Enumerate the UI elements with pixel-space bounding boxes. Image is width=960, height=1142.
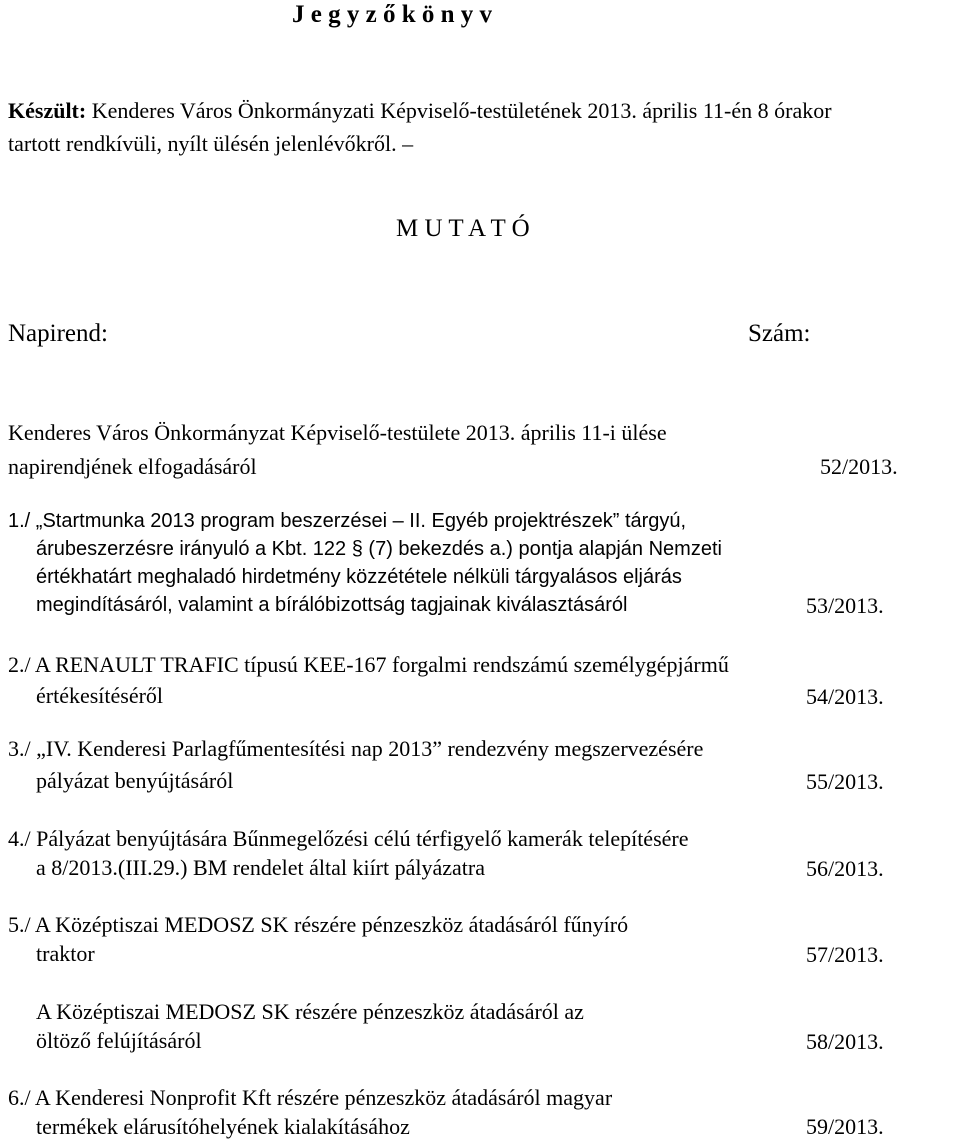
resolution-number: 58/2013. (806, 1029, 884, 1054)
agenda-item-line: traktor (36, 941, 95, 966)
agenda-item-line: 5./ A Középtiszai MEDOSZ SK részére pénzeszköz átadásáról fűnyíró (8, 912, 629, 937)
agenda-item-line: 4./ Pályázat benyújtására Bűnmegelőzési célú térfigyelő kamerák telepítésére (8, 826, 689, 851)
agenda-item-line: Kenderes Város Önkormányzat Képviselő-testülete 2013. április 11-i ülése (8, 420, 667, 445)
intro-label: Készült: (8, 98, 87, 123)
resolution-number: 54/2013. (806, 684, 884, 709)
agenda-item-line: 3./ „IV. Kenderesi Parlagfűmentesítési nap 2013” rendezvény megszervezésére (8, 736, 704, 761)
agenda-item-line: 1./ „Startmunka 2013 program beszerzései – II. Egyéb projektrészek” tárgyú, (8, 510, 687, 532)
document-title: J e g y z ő k ö n y v (292, 1, 492, 28)
agenda-item-line: megindításáról, valamint a bírálóbizottság tagjainak kiválasztásáról (36, 594, 628, 616)
agenda-item-line: öltöző felújításáról (36, 1028, 202, 1053)
intro-line-1 (8, 98, 832, 124)
number-column-header: Szám: (748, 320, 811, 347)
resolution-number: 53/2013. (806, 593, 884, 618)
index-heading: M U T A T Ó (396, 215, 530, 242)
intro-line-2: tartott rendkívüli, nyílt ülésén jelenlévőkről. – (8, 131, 414, 156)
agenda-column-header: Napirend: (8, 320, 108, 347)
agenda-item-line: A Középtiszai MEDOSZ SK részére pénzeszköz átadásáról az (36, 999, 584, 1024)
agenda-item-line: napirendjének elfogadásáról (8, 454, 257, 479)
agenda-item-line: 2./ A RENAULT TRAFIC típusú KEE-167 forgalmi rendszámú személygépjármű (8, 652, 729, 677)
agenda-item-line: értékesítéséről (36, 683, 164, 708)
resolution-number: 59/2013. (806, 1114, 884, 1139)
resolution-number: 56/2013. (806, 856, 884, 881)
resolution-number: 57/2013. (806, 942, 884, 967)
agenda-item-line: 6./ A Kenderesi Nonprofit Kft részére pénzeszköz átadásáról magyar (8, 1085, 613, 1110)
agenda-item-line: értékhatárt meghaladó hirdetmény közzététele nélküli tárgyalásos eljárás (36, 566, 682, 588)
agenda-item-line: a 8/2013.(III.29.) BM rendelet által kiírt pályázatra (36, 855, 485, 880)
agenda-item-line: pályázat benyújtásáról (36, 768, 234, 793)
agenda-item-line: árubeszerzésre irányuló a Kbt. 122 § (7) bekezdés a.) pontja alapján Nemzeti (36, 538, 722, 560)
intro-text: Kenderes Város Önkormányzati Képviselő-testületének 2013. április 11-én 8 órakor (86, 98, 832, 123)
agenda-item-line: termékek elárusítóhelyének kialakításához (36, 1114, 410, 1139)
resolution-number: 52/2013. (820, 454, 898, 479)
resolution-number: 55/2013. (806, 769, 884, 794)
